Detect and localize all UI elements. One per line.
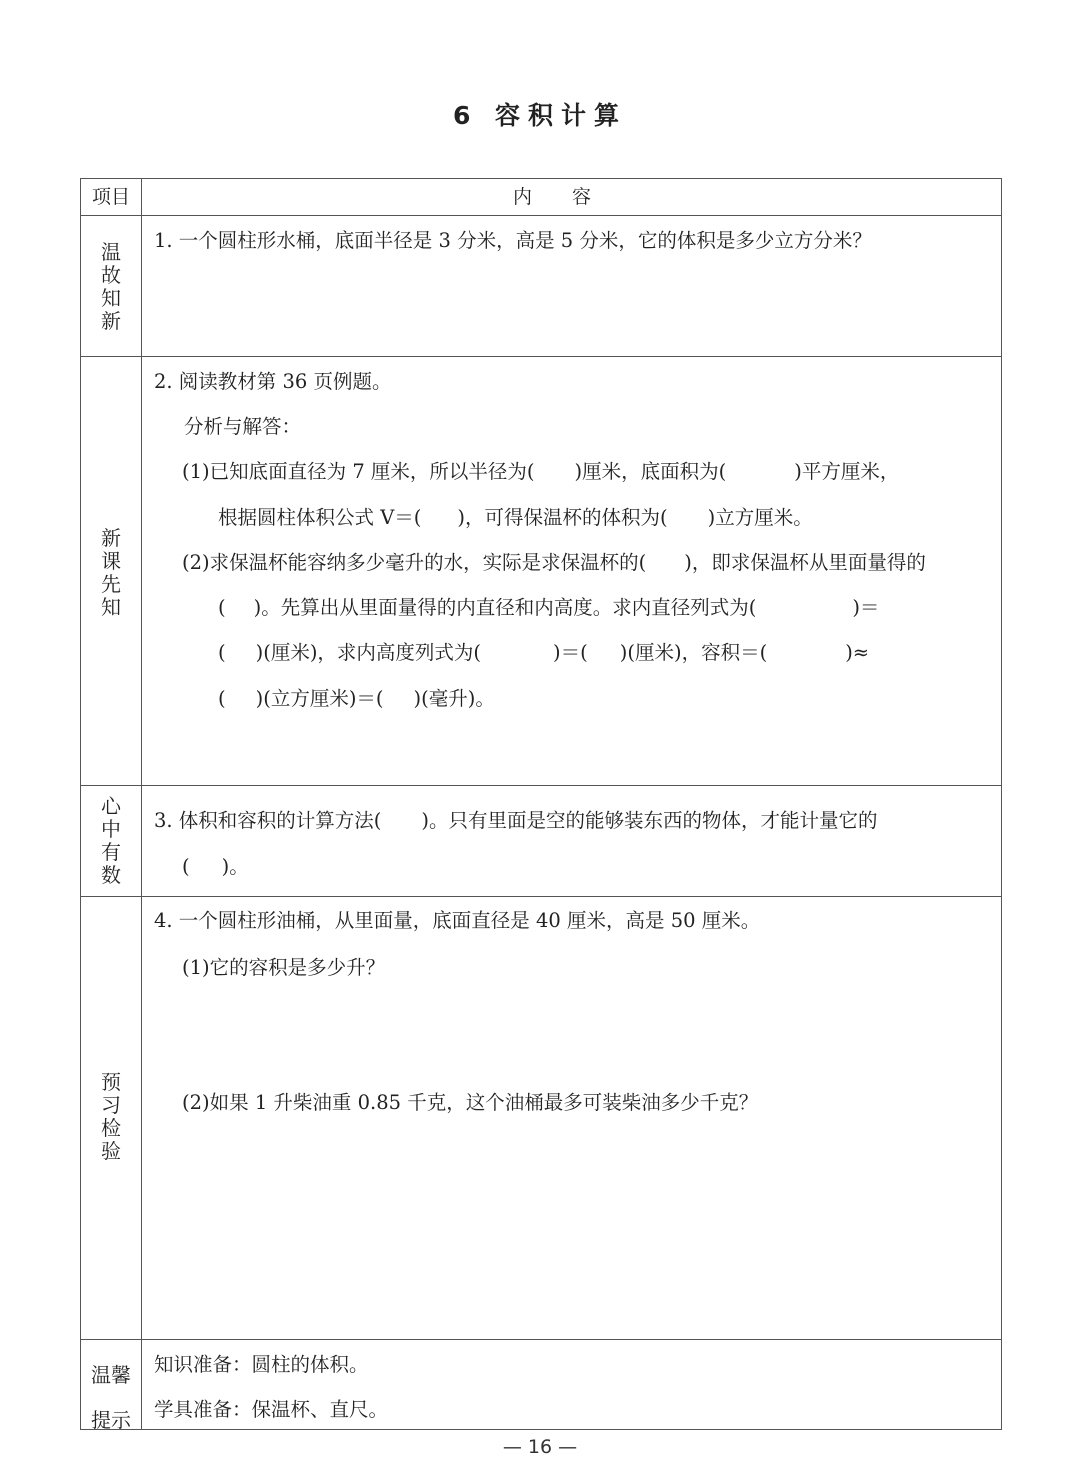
page-title: 6 容积计算 — [452, 101, 628, 130]
question-2: 2. 阅读教材第 36 页例题。 — [154, 370, 392, 393]
question-3-line-2: ( )。 — [182, 855, 249, 878]
row-divider — [81, 356, 1001, 357]
question-4-part-1: (1)它的容积是多少升？ — [182, 956, 386, 979]
question-3-line-1: 3. 体积和容积的计算方法( )。只有里面是空的能够装东西的物体，才能计量它的 — [154, 809, 878, 832]
question-4-part-2: (2)如果 1 升柴油重 0.85 千克，这个油桶最多可装柴油多少千克？ — [182, 1091, 759, 1114]
section-label-review: 温 故 知 新 — [101, 240, 121, 333]
question-1: 1. 一个圆柱形水桶，底面半径是 3 分米，高是 5 分米，它的体积是多少立方分米？ — [154, 229, 872, 252]
row-divider — [81, 215, 1001, 216]
section-label-summary: 心 中 有 数 — [101, 794, 121, 887]
section-label-tips: 温馨 提示 — [91, 1363, 131, 1432]
analysis-heading: 分析与解答： — [184, 415, 302, 438]
page-number: — 16 — — [502, 1436, 578, 1458]
worksheet-table — [80, 178, 1002, 1430]
question-4: 4. 一个圆柱形油桶，从里面量，底面直径是 40 厘米，高是 50 厘米。 — [154, 909, 761, 932]
tip-tools: 学具准备：保温杯、直尺。 — [154, 1398, 389, 1421]
row-divider — [81, 785, 1001, 786]
part-2-line-2: ( )。先算出从里面量得的内直径和内高度。求内直径列式为( )＝ — [218, 596, 880, 619]
part-1-line-1: (1)已知底面直径为 7 厘米，所以半径为( )厘米，底面积为( )平方厘米， — [182, 460, 900, 483]
tip-knowledge: 知识准备：圆柱的体积。 — [154, 1353, 369, 1376]
section-label-new: 新 课 先 知 — [101, 526, 121, 619]
header-content: 内容 — [512, 186, 631, 208]
part-2-line-4: ( )(立方厘米)＝( )(毫升)。 — [218, 687, 495, 710]
part-2-line-3: ( )(厘米)，求内高度列式为( )＝( )(厘米)，容积＝( )≈ — [218, 641, 870, 664]
row-divider — [81, 896, 1001, 897]
column-divider — [141, 179, 142, 1429]
section-label-check: 预 习 检 验 — [101, 1070, 121, 1163]
part-1-line-2: 根据圆柱体积公式 V＝( )，可得保温杯的体积为( )立方厘米。 — [218, 506, 813, 529]
row-divider — [81, 1339, 1001, 1340]
header-item: 项目 — [91, 186, 130, 208]
part-2-line-1: (2)求保温杯能容纳多少毫升的水，实际是求保温杯的( )，即求保温杯从里面量得的 — [182, 551, 926, 574]
